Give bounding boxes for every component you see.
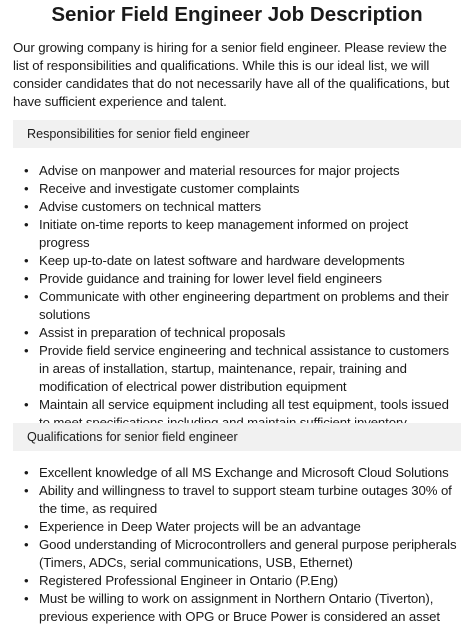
bullet-icon: • — [24, 217, 29, 232]
bullet-icon: • — [24, 343, 29, 358]
bullet-icon: • — [24, 325, 29, 340]
bullet-icon: • — [24, 181, 29, 196]
list-item — [22, 324, 462, 342]
list-item-text: Communicate with other engineering department on problems and their solutions — [39, 289, 449, 322]
bullet-icon: • — [24, 253, 29, 268]
list-item — [22, 198, 462, 216]
list-item — [22, 590, 462, 626]
list-item — [22, 342, 462, 396]
list-item-text: Receive and investigate customer complaints — [39, 181, 300, 196]
list-item — [22, 288, 462, 324]
bullet-icon: • — [24, 537, 29, 552]
qualifications-heading: Qualifications for senior field engineer — [13, 423, 461, 451]
page-title: Senior Field Engineer Job Description — [51, 3, 423, 26]
list-item-text: Experience in Deep Water projects will be an advantage — [39, 519, 361, 534]
bullet-icon: • — [24, 397, 29, 412]
list-item-text: Initiate on-time reports to keep management informed on project progress — [39, 217, 409, 250]
bullet-icon: • — [24, 591, 29, 606]
bullet-icon: • — [24, 271, 29, 286]
list-item-text: Ability and willingness to travel to support steam turbine outages 30% of the time, as required — [39, 483, 452, 516]
list-item — [22, 216, 462, 252]
list-item-text: Excellent knowledge of all MS Exchange and Microsoft Cloud Solutions — [39, 465, 449, 480]
list-item — [22, 536, 462, 572]
list-item — [22, 162, 462, 180]
bullet-icon: • — [24, 465, 29, 480]
list-item-text: Advise on manpower and material resources for major projects — [39, 163, 400, 178]
bullet-icon: • — [24, 289, 29, 304]
list-item-text: Maintain all service equipment including all test equipment, tools issued — [39, 397, 449, 412]
bullet-icon: • — [24, 573, 29, 588]
qualifications-list — [22, 464, 462, 626]
list-item — [22, 572, 462, 590]
responsibilities-list — [22, 162, 462, 432]
list-item — [22, 252, 462, 270]
list-item-text: Assist in preparation of technical proposals — [39, 325, 286, 340]
bullet-icon: • — [24, 199, 29, 214]
list-item — [22, 180, 462, 198]
list-item — [22, 518, 462, 536]
list-item-text: Registered Professional Engineer in Ontario (P.Eng) — [39, 573, 338, 588]
bullet-icon: • — [24, 163, 29, 178]
list-item-text: Must be willing to work on assignment in Northern Ontario (Tiverton), previous experience with OPG or Bruce Power is considered an asset — [39, 591, 440, 624]
bullet-icon: • — [24, 483, 29, 498]
list-item-text: Keep up-to-date on latest software and hardware developments — [39, 253, 405, 268]
intro-paragraph: Our growing company is hiring for a senior field engineer. Please review the list of responsibilities and qualifications. While this is our ideal list, we will consider candidates that do not necessarily have all of the qualifications, but have sufficient experience and talent. — [13, 40, 450, 109]
list-item-text: Provide guidance and training for lower level field engineers — [39, 271, 382, 286]
bullet-icon: • — [24, 519, 29, 534]
list-item — [22, 270, 462, 288]
list-item — [22, 464, 462, 482]
list-item — [22, 482, 462, 518]
list-item-text: Provide field service engineering and technical assistance to customers in areas of installation, startup, maintenance, repair, training and modification of electrical power distribution equipment — [39, 343, 449, 394]
responsibilities-heading: Responsibilities for senior field engineer — [13, 120, 461, 148]
list-item-text: Good understanding of Microcontrollers and general purpose peripherals (Timers, ADCs, serial communications, USB, Ethernet) — [39, 537, 457, 570]
list-item-text: Advise customers on technical matters — [39, 199, 262, 214]
